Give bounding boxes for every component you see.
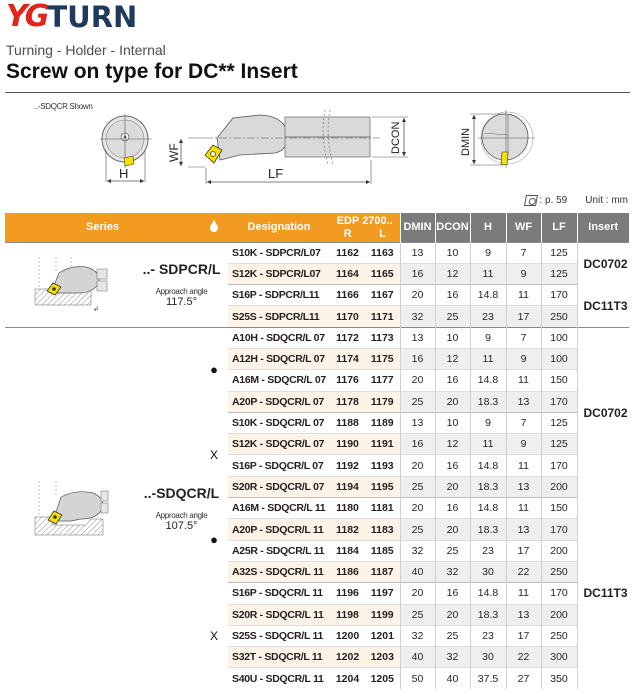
svg-text:H: H xyxy=(119,166,129,181)
dcon-cell: 25 xyxy=(435,625,470,646)
designation-cell: A20P - SDQCR/L 11 xyxy=(228,519,330,540)
lf-cell: 100 xyxy=(541,348,577,369)
edp-r-cell: 1198 xyxy=(330,604,365,625)
h-cell: 9 xyxy=(470,242,506,263)
wf-cell: 11 xyxy=(506,370,541,391)
wf-cell: 17 xyxy=(506,540,541,561)
sdqcr-holder-icon xyxy=(31,477,109,537)
edp-r-cell: 1192 xyxy=(330,455,365,476)
dmin-cell: 16 xyxy=(400,263,435,284)
designation-cell: S10K - SDQCR/L 07 xyxy=(228,412,330,433)
h-cell: 14.8 xyxy=(470,583,506,604)
h-cell: 14.8 xyxy=(470,285,506,306)
wf-cell: 11 xyxy=(506,455,541,476)
designation-cell: A25R - SDQCR/L 11 xyxy=(228,540,330,561)
edp-l-cell: 1203 xyxy=(365,647,400,668)
dcon-cell: 10 xyxy=(435,412,470,433)
steel-shank-dot-marker: ● xyxy=(210,532,218,547)
side-view-icon xyxy=(167,110,408,184)
page-title: Screw on type for DC** Insert xyxy=(6,60,298,83)
dmin-cell: 20 xyxy=(400,285,435,306)
dmin-cell: 50 xyxy=(400,668,435,689)
designation-cell: S16P - SDQCR/L 07 xyxy=(228,455,330,476)
steel-shank-dot-marker: ● xyxy=(210,361,218,377)
designation-cell: S32T - SDQCR/L 11 xyxy=(228,647,330,668)
dcon-cell: 32 xyxy=(435,647,470,668)
designation-cell: S12K - SDPCR/L07 xyxy=(228,263,330,284)
designation-cell: A20P - SDQCR/L 07 xyxy=(228,391,330,412)
header-lf: LF xyxy=(541,213,577,242)
header-edp: EDP 2700.. R L xyxy=(330,213,400,242)
dcon-cell: 40 xyxy=(435,668,470,689)
h-cell: 30 xyxy=(470,561,506,582)
designation-cell: S25S - SDQCR/L 11 xyxy=(228,625,330,646)
header-dcon: DCON xyxy=(435,213,470,242)
designation-cell: S20R - SDQCR/L 07 xyxy=(228,476,330,497)
wf-cell: 9 xyxy=(506,348,541,369)
h-cell: 11 xyxy=(470,348,506,369)
wf-cell: 7 xyxy=(506,327,541,348)
dcon-cell: 25 xyxy=(435,306,470,327)
dmin-cell: 16 xyxy=(400,434,435,455)
edp-r-cell: 1182 xyxy=(330,519,365,540)
lf-cell: 125 xyxy=(541,242,577,263)
designation-cell: S16P - SDQCR/L 11 xyxy=(228,583,330,604)
edp-r-cell: 1184 xyxy=(330,540,365,561)
dmin-cell: 32 xyxy=(400,540,435,561)
edp-r-cell: 1178 xyxy=(330,391,365,412)
h-cell: 9 xyxy=(470,327,506,348)
wf-cell: 7 xyxy=(506,242,541,263)
h-cell: 11 xyxy=(470,263,506,284)
holder-dimension-diagram xyxy=(0,95,636,200)
lf-cell: 250 xyxy=(541,561,577,582)
h-cell: 11 xyxy=(470,434,506,455)
svg-text:↲: ↲ xyxy=(93,306,99,314)
lf-cell: 300 xyxy=(541,647,577,668)
product-table xyxy=(5,213,629,689)
insert-cell: DC11T3 xyxy=(577,498,629,690)
insert-cell: DC0702 xyxy=(577,242,629,285)
series-image-cell xyxy=(5,242,135,327)
approach-angle-value: 107.5° xyxy=(165,519,198,532)
edp-r-cell: 1188 xyxy=(330,412,365,433)
edp-r-cell: 1166 xyxy=(330,285,365,306)
dcon-cell: 12 xyxy=(435,348,470,369)
table-header xyxy=(5,213,629,242)
lf-cell: 350 xyxy=(541,668,577,689)
wf-cell: 9 xyxy=(506,434,541,455)
svg-text:WF: WF xyxy=(167,143,181,162)
lf-cell: 100 xyxy=(541,327,577,348)
edp-l-cell: 1177 xyxy=(365,370,400,391)
dcon-cell: 16 xyxy=(435,285,470,306)
edp-r-cell: 1164 xyxy=(330,263,365,284)
dmin-cell: 20 xyxy=(400,455,435,476)
shown-label: ..-SDQCR Shown xyxy=(34,102,93,111)
header-designation: Designation xyxy=(228,213,330,242)
title-divider xyxy=(5,92,630,93)
dcon-cell: 20 xyxy=(435,391,470,412)
dmin-cell: 40 xyxy=(400,647,435,668)
wf-cell: 13 xyxy=(506,391,541,412)
edp-l-cell: 1183 xyxy=(365,519,400,540)
edp-l-cell: 1179 xyxy=(365,391,400,412)
designation-cell: A32S - SDQCR/L 11 xyxy=(228,561,330,582)
dcon-cell: 16 xyxy=(435,455,470,476)
h-cell: 23 xyxy=(470,540,506,561)
wf-cell: 11 xyxy=(506,583,541,604)
lf-cell: 250 xyxy=(541,625,577,646)
header-h: H xyxy=(470,213,506,242)
dmin-cell: 32 xyxy=(400,625,435,646)
dcon-cell: 25 xyxy=(435,540,470,561)
designation-cell: A10H - SDQCR/L 07 xyxy=(228,327,330,348)
h-cell: 14.8 xyxy=(470,498,506,519)
h-cell: 18.3 xyxy=(470,604,506,625)
dcon-cell: 16 xyxy=(435,370,470,391)
edp-l-cell: 1189 xyxy=(365,412,400,433)
h-cell: 18.3 xyxy=(470,519,506,540)
designation-cell: S40U - SDQCR/L 11 xyxy=(228,668,330,689)
h-cell: 9 xyxy=(470,412,506,433)
edp-r-cell: 1202 xyxy=(330,647,365,668)
dmin-cell: 25 xyxy=(400,604,435,625)
designation-cell: S12K - SDQCR/L 07 xyxy=(228,434,330,455)
header-wf: WF xyxy=(506,213,541,242)
carbide-shank-x-marker: X xyxy=(209,629,218,643)
lf-cell: 250 xyxy=(541,306,577,327)
wf-cell: 22 xyxy=(506,647,541,668)
edp-l-cell: 1163 xyxy=(365,242,400,263)
reference-notes xyxy=(525,195,628,206)
dmin-cell: 20 xyxy=(400,370,435,391)
sdpcr-holder-icon xyxy=(31,253,109,313)
logo-mark: YG xyxy=(6,0,47,34)
designation-cell: S25S - SDPCR/L11 xyxy=(228,306,330,327)
edp-l-cell: 1197 xyxy=(365,583,400,604)
lf-cell: 170 xyxy=(541,391,577,412)
h-cell: 23 xyxy=(470,306,506,327)
h-cell: 14.8 xyxy=(470,455,506,476)
edp-r-cell: 1170 xyxy=(330,306,365,327)
edp-l-cell: 1191 xyxy=(365,434,400,455)
edp-l-cell: 1165 xyxy=(365,263,400,284)
edp-l-cell: 1173 xyxy=(365,327,400,348)
insert-cell: DC0702 xyxy=(577,327,629,497)
edp-r-cell: 1194 xyxy=(330,476,365,497)
edp-r-cell: 1162 xyxy=(330,242,365,263)
carbide-shank-x-marker: X xyxy=(209,447,218,462)
edp-l-cell: 1195 xyxy=(365,476,400,497)
wf-cell: 13 xyxy=(506,476,541,497)
bore-view-icon xyxy=(460,110,535,168)
insert-page-ref[interactable]: : p. 59 xyxy=(525,195,567,206)
dmin-cell: 13 xyxy=(400,412,435,433)
designation-cell: S16P - SDPCR/L11 xyxy=(228,285,330,306)
wf-cell: 11 xyxy=(506,285,541,306)
edp-r-cell: 1196 xyxy=(330,583,365,604)
h-cell: 18.3 xyxy=(470,391,506,412)
edp-r-cell: 1176 xyxy=(330,370,365,391)
wf-cell: 7 xyxy=(506,412,541,433)
wf-cell: 13 xyxy=(506,519,541,540)
edp-r-cell: 1190 xyxy=(330,434,365,455)
lf-cell: 170 xyxy=(541,519,577,540)
approach-angle-label: Approach angle xyxy=(155,510,208,520)
lf-cell: 170 xyxy=(541,455,577,476)
lf-cell: 200 xyxy=(541,476,577,497)
edp-l-cell: 1199 xyxy=(365,604,400,625)
approach-angle-value: 117.5° xyxy=(165,296,198,309)
dmin-cell: 25 xyxy=(400,391,435,412)
lf-cell: 150 xyxy=(541,498,577,519)
edp-r-cell: 1200 xyxy=(330,625,365,646)
logo-text: TURN xyxy=(47,0,138,34)
dcon-cell: 10 xyxy=(435,242,470,263)
brand-logo xyxy=(6,0,138,34)
designation-cell: A16M - SDQCR/L 11 xyxy=(228,498,330,519)
edp-r-cell: 1174 xyxy=(330,348,365,369)
series-name: ..- SDPCR/L xyxy=(142,261,221,278)
edp-r-cell: 1180 xyxy=(330,498,365,519)
lf-cell: 170 xyxy=(541,285,577,306)
insert-cell: DC11T3 xyxy=(577,285,629,328)
table-row xyxy=(5,242,629,263)
wf-cell: 11 xyxy=(506,498,541,519)
designation-cell: A16M - SDQCR/L 07 xyxy=(228,370,330,391)
lf-cell: 125 xyxy=(541,263,577,284)
dcon-cell: 20 xyxy=(435,476,470,497)
svg-text:DMIN: DMIN xyxy=(460,127,472,156)
drop-icon xyxy=(209,219,219,232)
edp-l-cell: 1193 xyxy=(365,455,400,476)
designation-cell: A12H - SDQCR/L 07 xyxy=(228,348,330,369)
h-cell: 37.5 xyxy=(470,668,506,689)
wf-cell: 22 xyxy=(506,561,541,582)
dcon-cell: 32 xyxy=(435,561,470,582)
wf-cell: 27 xyxy=(506,668,541,689)
designation-cell: S10K - SDPCR/L07 xyxy=(228,242,330,263)
lf-cell: 170 xyxy=(541,583,577,604)
edp-l-cell: 1187 xyxy=(365,561,400,582)
designation-cell: S20R - SDQCR/L 11 xyxy=(228,604,330,625)
dmin-cell: 40 xyxy=(400,561,435,582)
series-image-cell xyxy=(5,327,135,689)
h-cell: 18.3 xyxy=(470,476,506,497)
h-cell: 14.8 xyxy=(470,370,506,391)
h-cell: 30 xyxy=(470,647,506,668)
dcon-cell: 12 xyxy=(435,263,470,284)
wf-cell: 13 xyxy=(506,604,541,625)
edp-l-cell: 1171 xyxy=(365,306,400,327)
dcon-cell: 20 xyxy=(435,604,470,625)
page-subtitle: Turning - Holder - Internal xyxy=(6,42,166,58)
edp-l-cell: 1167 xyxy=(365,285,400,306)
dmin-cell: 20 xyxy=(400,583,435,604)
svg-text:DCON: DCON xyxy=(390,121,402,154)
header-series: Series xyxy=(5,213,200,242)
dmin-cell: 25 xyxy=(400,476,435,497)
header-coolant xyxy=(200,213,228,242)
header-insert: Insert xyxy=(577,213,629,242)
edp-r-cell: 1186 xyxy=(330,561,365,582)
dmin-cell: 13 xyxy=(400,327,435,348)
wf-cell: 17 xyxy=(506,306,541,327)
unit-label: Unit : mm xyxy=(585,195,628,207)
dcon-cell: 20 xyxy=(435,519,470,540)
wf-cell: 9 xyxy=(506,263,541,284)
lf-cell: 125 xyxy=(541,434,577,455)
dcon-cell: 12 xyxy=(435,434,470,455)
lf-cell: 150 xyxy=(541,370,577,391)
approach-angle-label: Approach angle xyxy=(155,287,208,297)
h-cell: 23 xyxy=(470,625,506,646)
series-name: ..-SDQCR/L xyxy=(143,484,220,501)
lf-cell: 125 xyxy=(541,412,577,433)
table-row xyxy=(5,327,629,348)
dmin-cell: 25 xyxy=(400,519,435,540)
edp-l-cell: 1205 xyxy=(365,668,400,689)
header-dmin: DMIN xyxy=(400,213,435,242)
svg-text:LF: LF xyxy=(268,166,284,181)
dmin-cell: 13 xyxy=(400,242,435,263)
dmin-cell: 32 xyxy=(400,306,435,327)
insert-icon xyxy=(524,195,538,206)
dcon-cell: 10 xyxy=(435,327,470,348)
end-view-icon xyxy=(100,114,152,183)
edp-l-cell: 1185 xyxy=(365,540,400,561)
dcon-cell: 16 xyxy=(435,498,470,519)
edp-l-cell: 1175 xyxy=(365,348,400,369)
edp-r-cell: 1172 xyxy=(330,327,365,348)
series-info-cell xyxy=(135,242,228,327)
edp-r-cell: 1204 xyxy=(330,668,365,689)
dcon-cell: 16 xyxy=(435,583,470,604)
lf-cell: 200 xyxy=(541,540,577,561)
edp-l-cell: 1201 xyxy=(365,625,400,646)
dmin-cell: 20 xyxy=(400,498,435,519)
wf-cell: 17 xyxy=(506,625,541,646)
edp-l-cell: 1181 xyxy=(365,498,400,519)
lf-cell: 200 xyxy=(541,604,577,625)
dmin-cell: 16 xyxy=(400,348,435,369)
